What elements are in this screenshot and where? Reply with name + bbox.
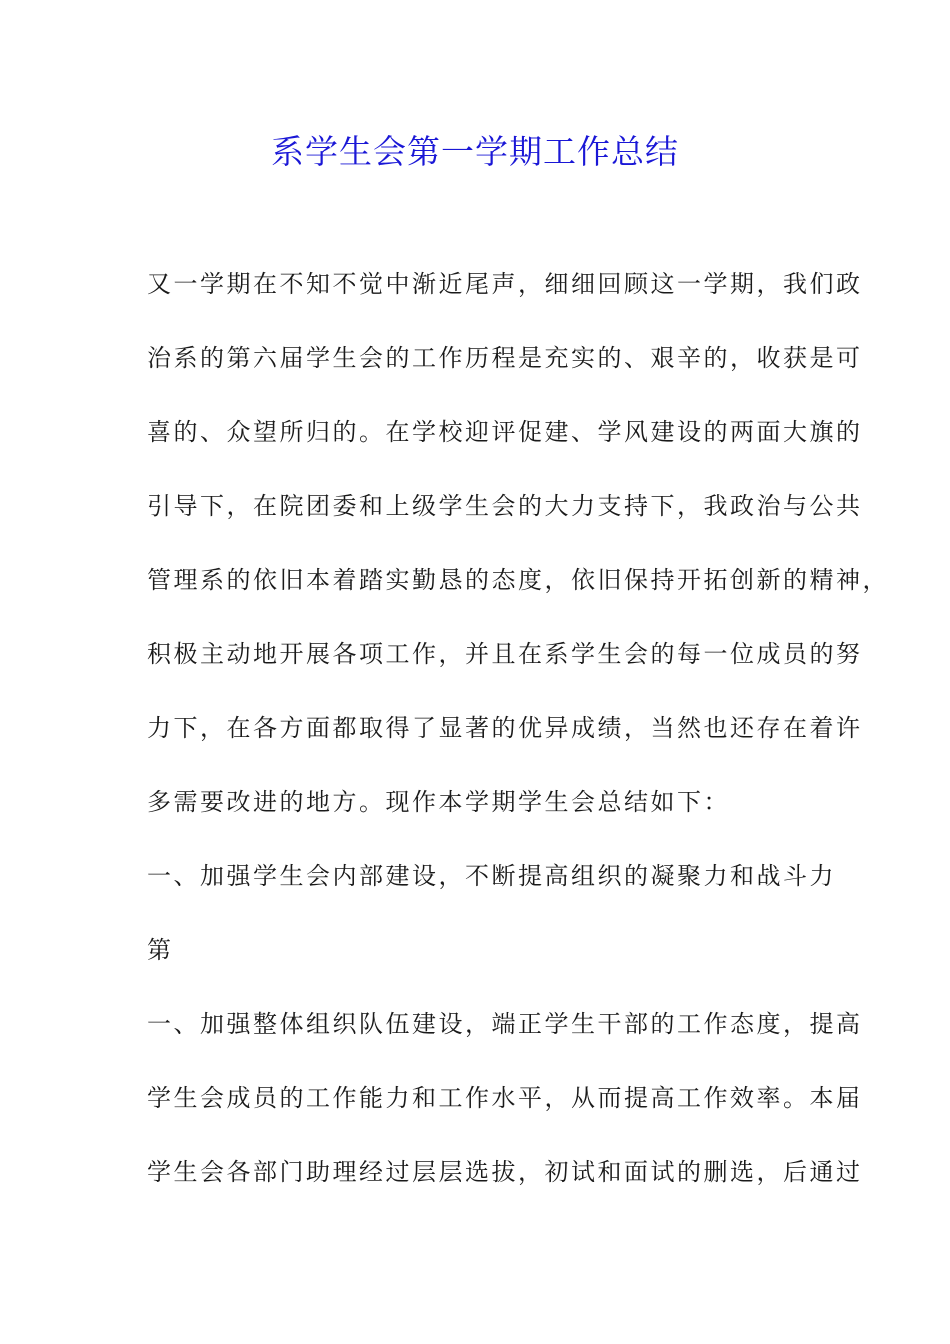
- body-line-4: 引导下，在院团委和上级学生会的大力支持下，我政治与公共: [147, 492, 863, 520]
- body-line-7: 力下，在各方面都取得了显著的优异成绩，当然也还存在着许: [147, 714, 863, 742]
- body-line-2: 治系的第六届学生会的工作历程是充实的、艰辛的，收获是可: [147, 344, 863, 372]
- body-line-3: 喜的、众望所归的。在学校迎评促建、学风建设的两面大旗的: [147, 418, 863, 446]
- body-line-6: 积极主动地开展各项工作，并且在系学生会的每一位成员的努: [147, 640, 863, 668]
- body-line-11: 一、加强整体组织队伍建设，端正学生干部的工作态度，提高: [147, 1010, 863, 1038]
- body-line-8: 多需要改进的地方。现作本学期学生会总结如下：: [147, 788, 730, 816]
- body-line-1: 又一学期在不知不觉中渐近尾声，细细回顾这一学期，我们政: [147, 270, 863, 298]
- body-line-13: 学生会各部门助理经过层层选拔，初试和面试的删选，后通过: [147, 1158, 863, 1186]
- document-title: 系学生会第一学期工作总结: [271, 132, 679, 171]
- section-heading-1: 一、加强学生会内部建设，不断提高组织的凝聚力和战斗力: [147, 862, 836, 890]
- body-line-12: 学生会成员的工作能力和工作水平，从而提高工作效率。本届: [147, 1084, 863, 1112]
- body-line-5: 管理系的依旧本着踏实勤恳的态度，依旧保持开拓创新的精神，: [147, 566, 889, 594]
- body-line-10: 第: [147, 936, 174, 964]
